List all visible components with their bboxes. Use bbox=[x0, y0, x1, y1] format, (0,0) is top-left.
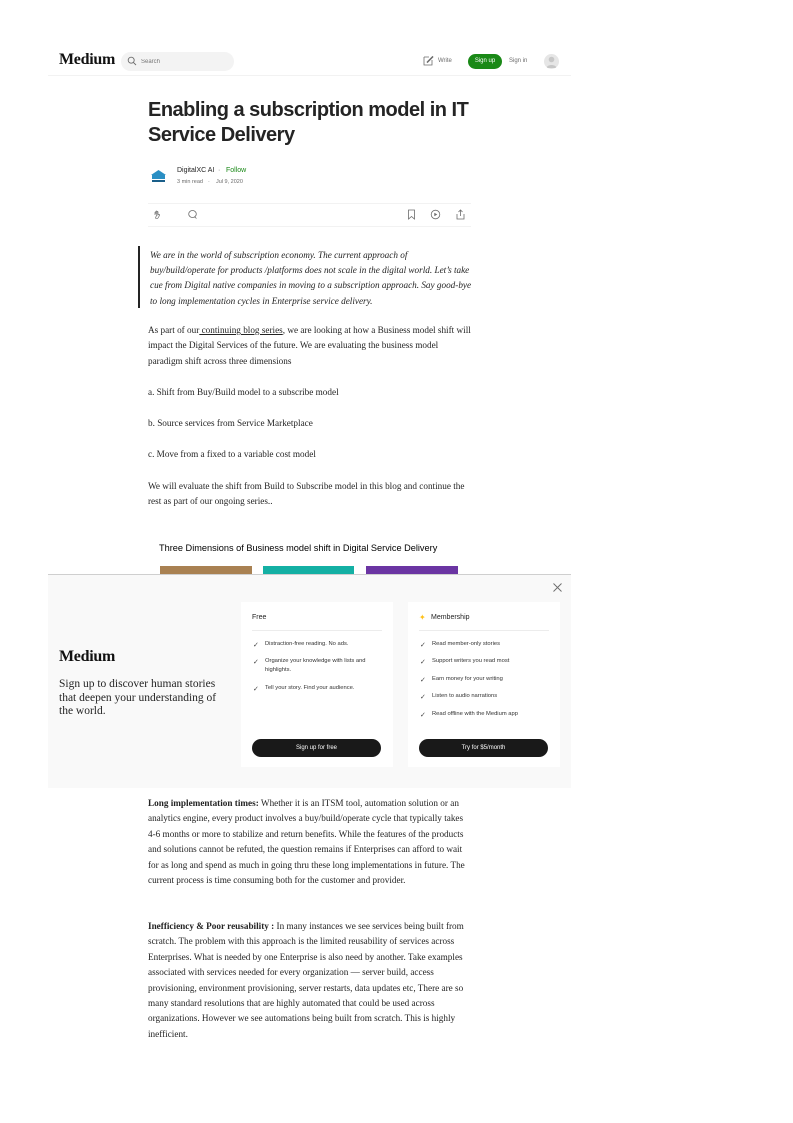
follow-button[interactable]: Follow bbox=[226, 167, 247, 174]
membership-feature: Read offline with the Medium app bbox=[432, 711, 518, 717]
author-avatar[interactable] bbox=[148, 166, 169, 187]
check-icon: ✓ bbox=[253, 659, 259, 666]
paragraph-heading: Inefficiency & Poor reusability : bbox=[148, 921, 275, 931]
action-bar-divider-bottom bbox=[148, 226, 471, 227]
overlay-medium-logo: Medium bbox=[59, 648, 115, 665]
list-item-a: a. Shift from Buy/Build model to a subscribe model bbox=[148, 387, 339, 397]
header-divider bbox=[48, 75, 571, 76]
play-icon[interactable] bbox=[430, 209, 441, 220]
check-icon: ✓ bbox=[420, 659, 426, 666]
search-icon bbox=[127, 56, 137, 66]
list-item-b: b. Source services from Service Marketplace bbox=[148, 418, 313, 428]
membership-plan-title: Membership bbox=[431, 614, 470, 621]
membership-feature: Listen to audio narrations bbox=[432, 693, 498, 699]
sign-up-button[interactable]: Sign up bbox=[468, 54, 502, 69]
author-name[interactable]: DigitalXC AI bbox=[177, 167, 215, 174]
medium-logo[interactable]: Medium bbox=[59, 51, 115, 68]
paragraph-text: , we are looking at how a Business model shift will impact the Digital Services of the future. We are evaluating the business model paradigm shift across three dimensions bbox=[148, 325, 471, 366]
membership-feature: Read member-only stories bbox=[432, 641, 500, 647]
free-feature: Organize your knowledge with lists and highlights. bbox=[265, 658, 366, 673]
paragraph-evaluate: We will evaluate the shift from Build to Subscribe model in this blog and continue the rest as part of our ongoing series.. bbox=[148, 481, 465, 507]
separator-dot: · bbox=[218, 167, 221, 174]
try-membership-button[interactable]: Try for $5/month bbox=[419, 739, 548, 757]
avatar-icon bbox=[544, 54, 559, 69]
figure-box-cost-model bbox=[366, 566, 458, 574]
list-item-c: c. Move from a fixed to a variable cost model bbox=[148, 449, 316, 459]
continuing-blog-series-link[interactable]: continuing blog series bbox=[199, 325, 283, 335]
paragraph-intro bbox=[148, 323, 472, 369]
action-bar-divider-top bbox=[148, 203, 471, 204]
search-input[interactable] bbox=[141, 53, 229, 70]
free-plan-title: Free bbox=[252, 614, 267, 621]
write-icon[interactable] bbox=[423, 55, 434, 66]
overlay-tagline: Sign up to discover human stories that deepen your understanding of the world. bbox=[59, 678, 217, 717]
separator-dot: · bbox=[208, 179, 210, 185]
comment-icon[interactable] bbox=[187, 209, 198, 220]
share-icon[interactable] bbox=[455, 209, 466, 220]
figure-box-marketplace bbox=[263, 566, 354, 574]
paragraph-text: Whether it is an ITSM tool, automation solution or an analytics engine, every product involves a buy/build/operate cycle that typically takes 4-6 months or more to stabilize and return benefits. While the features of the products and solutions cannot be refuted, the question remains if Enterprises can afford to wait for as long and spend as much in going thru these long implementations in future. The current process is time consuming both for the customer and provider. bbox=[148, 798, 465, 886]
blockquote-bar bbox=[138, 246, 140, 308]
article-title: Enabling a subscription model in IT Service Delivery bbox=[148, 99, 469, 146]
figure-box-buy-build bbox=[160, 566, 252, 574]
read-time: 3 min read bbox=[177, 179, 203, 185]
clap-icon[interactable] bbox=[152, 209, 163, 220]
paragraph-text: As part of our bbox=[148, 325, 200, 335]
membership-feature: Support writers you read most bbox=[432, 658, 510, 664]
card-divider bbox=[252, 630, 382, 631]
avatar[interactable] bbox=[544, 54, 559, 69]
free-feature: Distraction-free reading. No ads. bbox=[265, 641, 349, 647]
bookmark-icon[interactable] bbox=[406, 209, 417, 220]
paragraph-inefficiency bbox=[148, 919, 472, 1042]
check-icon: ✓ bbox=[420, 677, 426, 684]
star-icon: ✦ bbox=[419, 613, 426, 622]
check-icon: ✓ bbox=[420, 694, 426, 701]
pull-quote: We are in the world of subscription economy. The current approach of buy/build/operate for products /platforms does not scale in the digital world. Let’s take cue from Digital native companies in moving to a subscription approach. Say good-bye to long implementation cycles in Enterprise service delivery. bbox=[150, 250, 472, 306]
check-icon: ✓ bbox=[253, 686, 259, 693]
sign-in-link[interactable]: Sign in bbox=[509, 58, 528, 64]
check-icon: ✓ bbox=[420, 642, 426, 649]
write-link[interactable]: Write bbox=[438, 58, 452, 64]
publish-date: Jul 9, 2020 bbox=[216, 179, 243, 185]
paragraph-text: In many instances we see services being built from scratch. The problem with this approach is the limited reusability of services across Enterprises. What is needed by one Enterprise is also need by another. Take examples associated with services needed for every organization — server build, access provisioning, environment provisioning, server restarts, data updates etc, There are so many standard resolutions that are highly automated that could be used across organizations. However we see automations being built from scratch. This is highly inefficient. bbox=[148, 921, 464, 1039]
check-icon: ✓ bbox=[420, 712, 426, 719]
sign-up-free-button[interactable]: Sign up for free bbox=[252, 739, 381, 757]
paragraph-heading: Long implementation times: bbox=[148, 798, 259, 808]
paragraph-long-implementation bbox=[148, 796, 472, 888]
membership-feature: Earn money for your writing bbox=[432, 676, 503, 682]
card-divider bbox=[419, 630, 549, 631]
check-icon: ✓ bbox=[253, 642, 259, 649]
figure-caption: Three Dimensions of Business model shift in Digital Service Delivery bbox=[159, 543, 438, 553]
free-feature: Tell your story. Find your audience. bbox=[265, 685, 355, 691]
close-icon[interactable] bbox=[552, 582, 563, 593]
